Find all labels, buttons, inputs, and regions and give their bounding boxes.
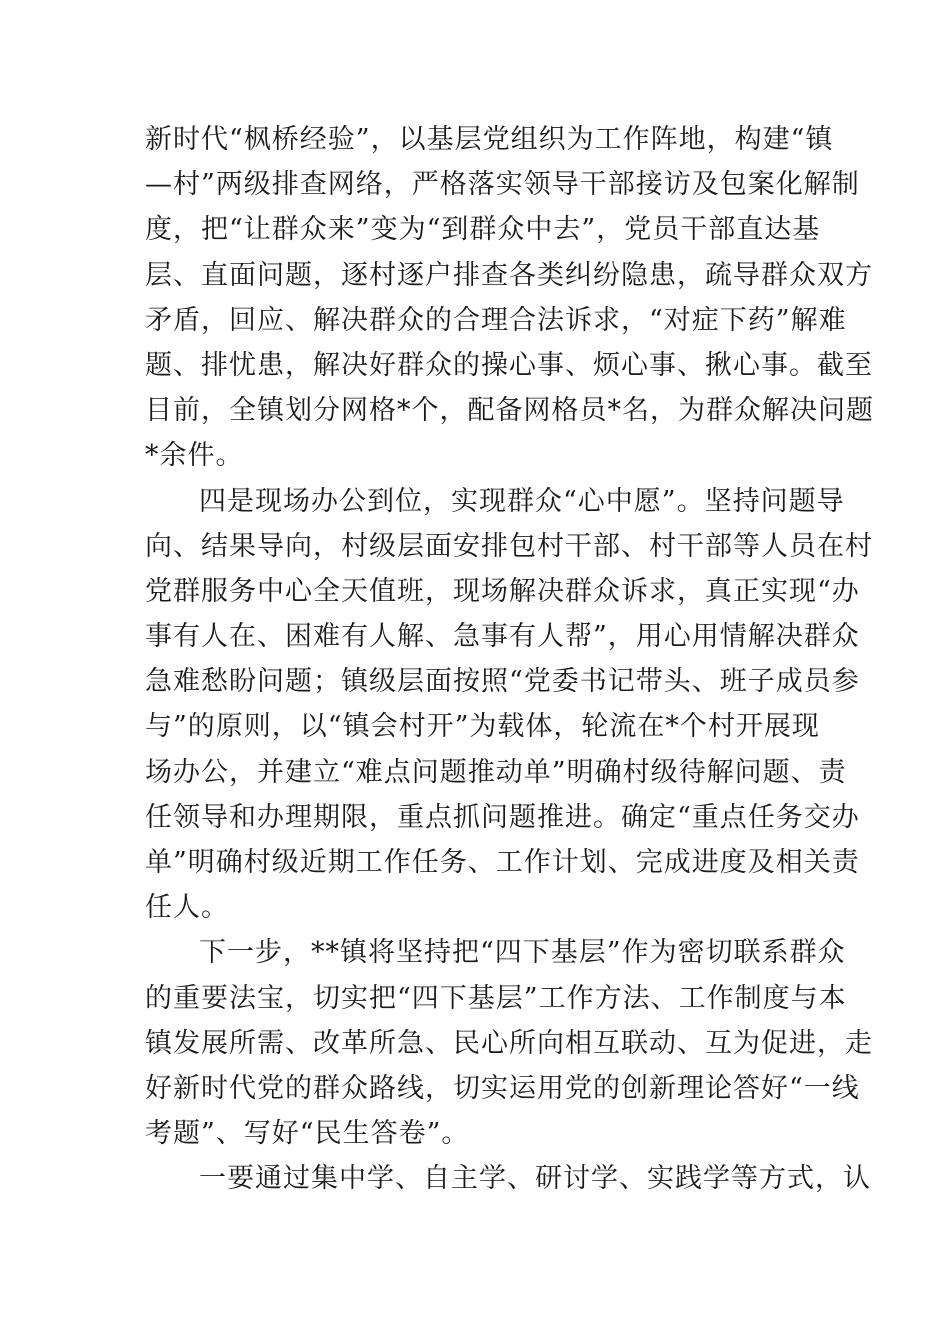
text-line: 镇发展所需、改革所急、民心所向相互联动、互为促进，走 [145, 1027, 873, 1059]
text-line: *余件。 [145, 440, 244, 472]
text-line: 向、结果导向，村级层面安排包村干部、村干部等人员在村 [145, 530, 873, 562]
text-line: 四是现场办公到位，实现群众“心中愿”。坚持问题导 [199, 485, 845, 517]
text-line: 矛盾，回应、解决群众的合理合法诉求，“对症下药”解难 [145, 304, 847, 336]
text-line: 党群服务中心全天值班，现场解决群众诉求，真正实现“办 [145, 575, 860, 607]
text-line: 的重要法宝，切实把“四下基层”工作方法、工作制度与本 [145, 982, 847, 1014]
text-line: 急难愁盼问题；镇级层面按照“党委书记带头、班子成员参 [145, 666, 860, 698]
document-body [145, 117, 874, 1202]
text-line: 与”的原则，以“镇会村开”为载体，轮流在*个村开展现 [145, 711, 820, 743]
text-line: 目前，全镇划分网格*个，配备网格员*名，为群众解决问题 [145, 395, 874, 427]
text-line: 任领导和办理期限，重点抓问题推进。确定“重点任务交办 [145, 801, 860, 833]
text-line: 题、排忧患，解决好群众的操心事、烦心事、揪心事。截至 [145, 349, 873, 381]
text-line: 度，把“让群众来”变为“到群众中去”，党员干部直达基 [145, 214, 821, 246]
text-line: 任人。 [145, 892, 229, 924]
text-line: 好新时代党的群众路线，切实运用党的创新理论答好“一线 [145, 1072, 860, 1104]
text-line: 一要通过集中学、自主学、研讨学、实践学等方式，认 [199, 1163, 871, 1195]
text-line: 事有人在、困难有人解、急事有人帮”，用心用情解决群众 [145, 621, 860, 653]
text-line: —村”两级排查网络，严格落实领导干部接访及包案化解制 [145, 169, 860, 201]
text-line: 新时代“枫桥经验”，以基层党组织为工作阵地，构建“镇 [145, 124, 834, 155]
text-line: 单”明确村级近期工作任务、工作计划、完成进度及相关责 [145, 847, 860, 878]
text-line: 场办公，并建立“难点问题推动单”明确村级待解问题、责 [145, 756, 847, 788]
text-line: 层、直面问题，逐村逐户排查各类纠纷隐患，疏导群众双方 [145, 259, 873, 291]
text-line: 下一步，**镇将坚持把“四下基层”作为密切联系群众 [199, 937, 846, 969]
text-line: 考题”、写好“民生答卷”。 [145, 1118, 470, 1150]
